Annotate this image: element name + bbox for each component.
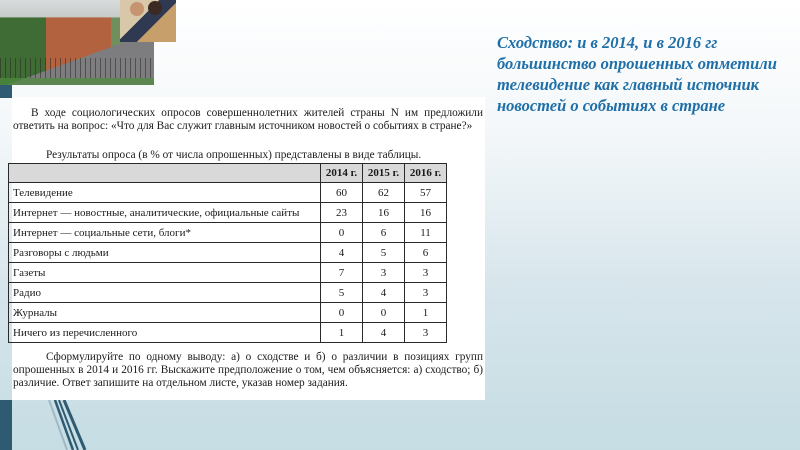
row-label: Разговоры с людьми xyxy=(9,243,321,263)
table-row xyxy=(9,203,447,223)
header-2014: 2014 г. xyxy=(321,164,363,183)
student-figure xyxy=(130,2,144,16)
table-row xyxy=(9,303,447,323)
table-row xyxy=(9,263,447,283)
cell-value: 16 xyxy=(363,203,405,223)
cell-value: 62 xyxy=(363,183,405,203)
accent-bar xyxy=(0,400,12,450)
cell-value: 11 xyxy=(405,223,447,243)
row-label: Журналы xyxy=(9,303,321,323)
task-intro: В ходе социологических опросов совершеннолетних жителей страны N им предложили ответить на вопрос: «Что для Вас служит главным источником новостей о событиях в стране?» xyxy=(13,107,483,133)
grass-decoration xyxy=(0,78,154,85)
cell-value: 7 xyxy=(321,263,363,283)
cell-value: 4 xyxy=(363,283,405,303)
cell-value: 6 xyxy=(405,243,447,263)
cell-value: 0 xyxy=(321,223,363,243)
table-header-row xyxy=(9,164,447,183)
cell-value: 1 xyxy=(405,303,447,323)
cell-value: 6 xyxy=(363,223,405,243)
student-figure xyxy=(148,1,162,15)
cell-value: 3 xyxy=(405,283,447,303)
cell-value: 57 xyxy=(405,183,447,203)
task-document xyxy=(12,97,485,400)
header-2016: 2016 г. xyxy=(405,164,447,183)
table-row xyxy=(9,323,447,343)
cell-value: 3 xyxy=(405,323,447,343)
students-photo xyxy=(120,0,176,42)
cell-value: 0 xyxy=(321,303,363,323)
cell-value: 0 xyxy=(363,303,405,323)
header-2015: 2015 г. xyxy=(363,164,405,183)
cell-value: 5 xyxy=(363,243,405,263)
cell-value: 4 xyxy=(321,243,363,263)
row-label: Ничего из перечисленного xyxy=(9,323,321,343)
row-label: Радио xyxy=(9,283,321,303)
cell-value: 16 xyxy=(405,203,447,223)
table-row xyxy=(9,183,447,203)
table-row xyxy=(9,283,447,303)
similarity-conclusion: Сходство: и в 2014, и в 2016 гг большинство опрошенных отметили телевидение как главный источник новостей о событиях в стране xyxy=(497,33,777,115)
decorative-lines-icon xyxy=(45,400,105,450)
fence-decoration xyxy=(0,58,154,78)
cell-value: 5 xyxy=(321,283,363,303)
table-row xyxy=(9,223,447,243)
cell-value: 3 xyxy=(363,263,405,283)
cell-value: 3 xyxy=(405,263,447,283)
row-label: Телевидение xyxy=(9,183,321,203)
accent-bar xyxy=(0,85,12,98)
row-label: Интернет — новостные, аналитические, официальные сайты xyxy=(9,203,321,223)
cell-value: 4 xyxy=(363,323,405,343)
row-label: Интернет — социальные сети, блоги* xyxy=(9,223,321,243)
cell-value: 1 xyxy=(321,323,363,343)
cell-value: 60 xyxy=(321,183,363,203)
row-label: Газеты xyxy=(9,263,321,283)
header-label xyxy=(9,164,321,183)
cell-value: 23 xyxy=(321,203,363,223)
task-instructions: Сформулируйте по одному выводу: а) о сходстве и б) о различии в позициях групп опрошенных в 2014 и 2016 гг. Выскажите предположение о том, чем объясняется: а) сходство; б) различие. Ответ запишите на отдельном листе, указав номер задания. xyxy=(13,351,483,390)
table-row xyxy=(9,243,447,263)
survey-table xyxy=(8,163,447,343)
table-caption: Результаты опроса (в % от числа опрошенных) представлены в виде таблицы. xyxy=(46,149,422,161)
